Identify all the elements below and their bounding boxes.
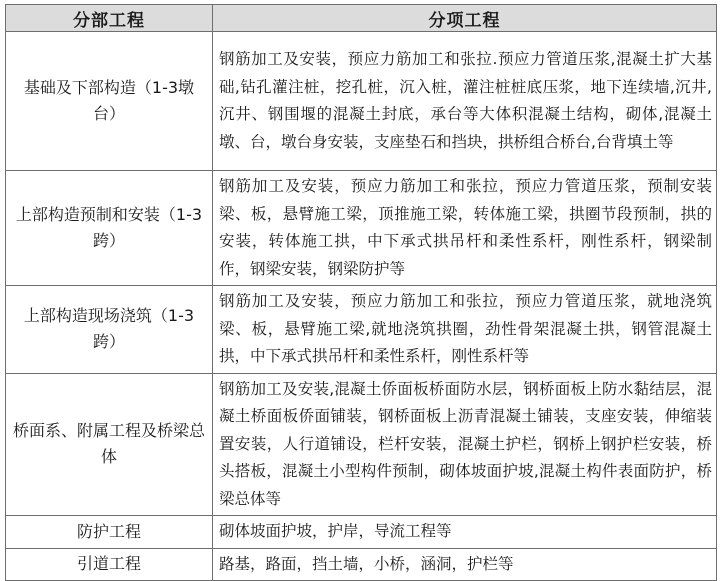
items-cell: 钢筋加工及安装,混凝土侨面板桥面防水层，钢桥面板上防水黏结层，混凝土桥面板侨面铺装，钢桥面板上沥青混凝土铺装，支座安装，伸缩装置安装，人行道铺设，栏杆安装，混凝土护栏，钢桥上钢护栏安装，桥头搭板，混凝土小型构件预制，砌体坡面护坡,混凝土构件表面防护，桥梁总体等 — [213, 373, 717, 516]
work-breakdown-table — [5, 4, 717, 581]
items-cell: 钢筋加工及安装，预应力筋加工和张拉，预应力管道压浆，预制安装梁、板，悬臂施工梁，顶推施工梁，转体施工梁，拱圈节段预制，拱的安装，转体施工拱，中下承式拱吊杆和柔性系杆，刚性系杆，钢梁制作，钢梁安装，钢梁防护等 — [213, 171, 717, 286]
items-cell: 路基，路面，挡土墙，小桥，涵洞，护栏等 — [213, 548, 717, 581]
items-cell: 砌体坡面护坡，护岸，导流工程等 — [213, 516, 717, 549]
part-cell: 上部构造现场浇筑（1-3跨） — [6, 286, 213, 374]
table-row — [6, 171, 717, 286]
items-cell: 钢筋加工及安装，预应力筋加工和张拉.预应力管道压浆,混凝土扩大基础,钻孔灌注桩，挖孔桩，沉入桩，灌注桩桩底压浆，地下连续墙,沉井,沉井、钢围堰的混凝土封底，承台等大体积混凝土结构，砌体,混凝土墩、台，墩台身安装，支座垫石和挡块，拱桥组合桥台,台背填土等 — [213, 32, 717, 171]
header-items: 分项工程 — [213, 5, 717, 32]
table-row — [6, 548, 717, 581]
table-row — [6, 373, 717, 516]
part-cell: 桥面系、附属工程及桥梁总体 — [6, 373, 213, 516]
table-row — [6, 286, 717, 374]
part-cell: 基础及下部构造（1-3墩台） — [6, 32, 213, 171]
part-cell: 上部构造预制和安装（1-3跨） — [6, 171, 213, 286]
items-cell: 钢筋加工及安装，预应力筋加工和张拉，预应力管道压浆，就地浇筑梁、板，悬臂施工梁,就地浇筑拱圈，劲性骨架混凝土拱，钢管混凝土拱，中下承式拱吊杆和柔性系杆，刚性系杆等 — [213, 286, 717, 374]
table-row — [6, 32, 717, 171]
part-cell: 防护工程 — [6, 516, 213, 549]
table-row — [6, 516, 717, 549]
part-cell: 引道工程 — [6, 548, 213, 581]
table-header-row — [6, 5, 717, 32]
header-part: 分部工程 — [6, 5, 213, 32]
